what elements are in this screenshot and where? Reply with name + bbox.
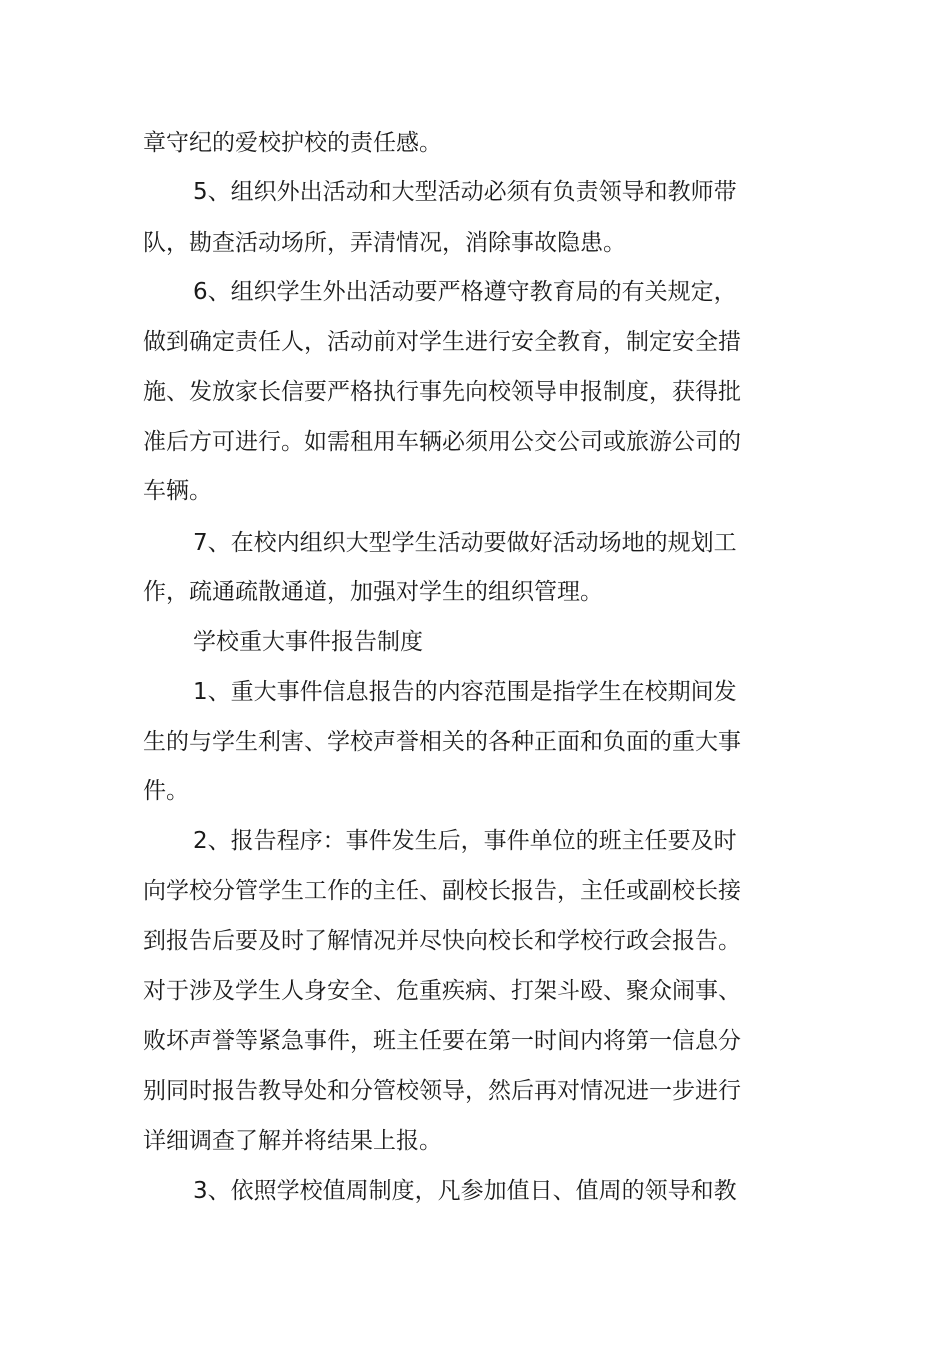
text-line: 件。 [143,778,189,804]
section-heading: 学校重大事件报告制度 [193,629,423,655]
text-line: 别同时报告教导处和分管校领导，然后再对情况进一步进行 [143,1078,741,1104]
text-line: 队，勘查活动场所，弄清情况，消除事故隐患。 [143,230,626,256]
text-line: 败坏声誉等紧急事件，班主任要在第一时间内将第一信息分 [143,1028,741,1054]
text-line: 向学校分管学生工作的主任、副校长报告，主任或副校长接 [143,878,741,904]
text-line: 章守纪的爱校护校的责任感。 [143,130,442,156]
text-line: 6、组织学生外出活动要严格遵守教育局的有关规定， [193,279,737,305]
text-line: 5、组织外出活动和大型活动必须有负责领导和教师带 [193,179,737,205]
text-line: 到报告后要及时了解情况并尽快向校长和学校行政会报告。 [143,928,741,954]
text-line: 准后方可进行。如需租用车辆必须用公交公司或旅游公司的 [143,429,741,455]
text-line: 详细调查了解并将结果上报。 [143,1128,442,1154]
text-line: 车辆。 [143,478,212,504]
text-line: 3、依照学校值周制度，凡参加值日、值周的领导和教 [193,1178,737,1204]
text-line: 作，疏通疏散通道，加强对学生的组织管理。 [143,579,603,605]
text-line: 做到确定责任人，活动前对学生进行安全教育，制定安全措 [143,329,741,355]
text-line: 生的与学生利害、学校声誉相关的各种正面和负面的重大事 [143,729,741,755]
text-line: 2、报告程序：事件发生后，事件单位的班主任要及时 [193,828,737,854]
text-line: 对于涉及学生人身安全、危重疾病、打架斗殴、聚众闹事、 [143,978,741,1004]
text-line: 施、发放家长信要严格执行事先向校领导申报制度，获得批 [143,379,741,405]
text-line: 1、重大事件信息报告的内容范围是指学生在校期间发 [193,679,737,705]
text-line: 7、在校内组织大型学生活动要做好活动场地的规划工 [193,530,737,556]
